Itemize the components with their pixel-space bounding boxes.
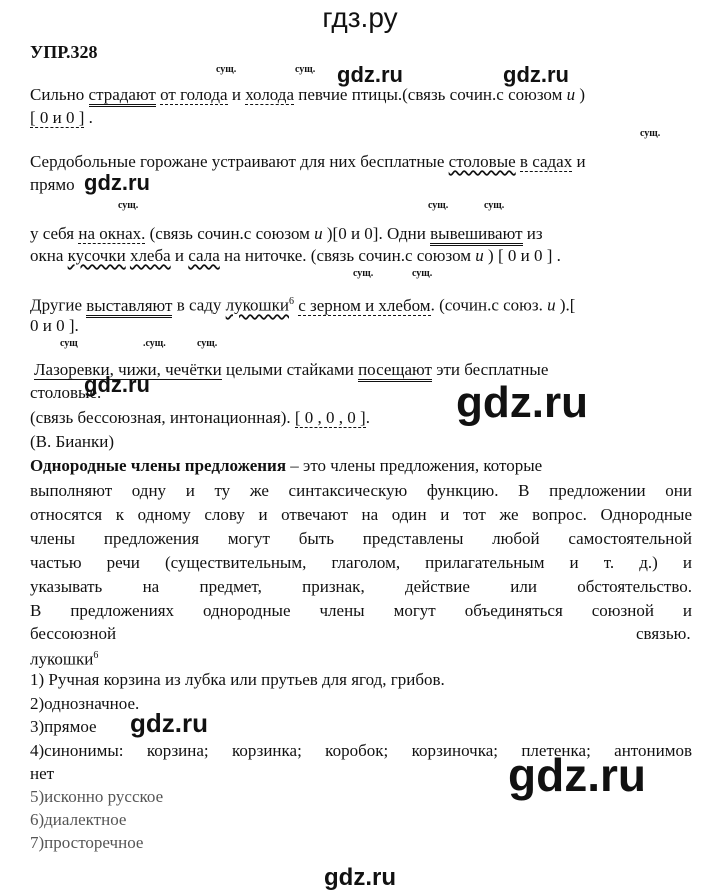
entry-item: 4)синонимы: корзина; корзинка; коробок; корзиночка; плетенка; антонимов (30, 741, 692, 760)
text: целыми стайками (221, 360, 359, 379)
conjunction: и (314, 224, 323, 243)
sentence-5 (34, 360, 548, 380)
definition-last-left: бессоюзной (30, 624, 117, 643)
conjunction: и (547, 295, 556, 315)
text: . (сочин.с союз. (430, 295, 548, 315)
sentence-2-line-2: прямо (30, 175, 75, 194)
sentence-2-line-3 (30, 224, 543, 244)
pos-label: сущ. (295, 64, 316, 75)
entry-item: 2)однозначное. (30, 694, 140, 713)
entry-item: 3)прямое (30, 717, 97, 736)
sentence-5-line-3 (30, 408, 370, 428)
entry-item: нет (30, 764, 55, 783)
definition-line: указывать на предмет, признак, действие или обстоятельство. (30, 577, 692, 596)
pos-label: сущ. (484, 200, 505, 211)
watermark: gdz.ru (324, 864, 396, 891)
predicate: выставляют (86, 296, 172, 318)
definition-line: выполняют одну и ту же синтаксическую функцию. В предложении они (30, 481, 692, 500)
text: в саду (172, 295, 226, 315)
footnote: 6 (289, 296, 294, 307)
text: Сильно (30, 85, 89, 104)
watermark: gdz.ru (508, 749, 646, 801)
text: и (572, 152, 586, 171)
pos-label: сущ. (428, 200, 449, 211)
object: столовые (448, 152, 516, 171)
watermark: gdz.ru (130, 708, 208, 738)
pos-label: сущ (60, 338, 78, 349)
predicate: вывешивают (430, 224, 522, 246)
entry-item: 6)диалектное (30, 810, 127, 829)
pos-label: сущ. (118, 200, 139, 211)
object: кусочки (67, 246, 126, 265)
pos-label: сущ. (216, 64, 237, 75)
modifier: от голода (160, 85, 228, 104)
entry-item: 5)исконно русское (30, 787, 164, 806)
text: на ниточке. (связь сочин.с союзом (219, 246, 476, 265)
text: . (84, 108, 93, 127)
text: . (365, 408, 370, 427)
pos-label: сущ. (353, 268, 374, 279)
subject: Лазоревки, чижи, чечётки (34, 360, 222, 379)
watermark: gdz.ru (84, 170, 150, 195)
exercise-title: УПР.328 (30, 42, 98, 62)
adverbial: в садах (519, 152, 573, 171)
text: Сердобольные горожане устраивают для них бесплатные (30, 152, 449, 171)
predicate: посещают (358, 360, 432, 382)
pos-label: сущ. (412, 268, 433, 279)
site-header: гдз.ру (322, 2, 398, 33)
modifier: холода (245, 85, 295, 104)
entry-item: 7)просторечное (30, 833, 144, 852)
footnote: 6 (93, 650, 99, 661)
watermark: gdz.ru (503, 62, 569, 87)
sentence-3 (30, 246, 561, 266)
author: (В. Бианки) (30, 432, 115, 451)
sentence-2-line-1 (30, 152, 586, 172)
text: у себя (30, 224, 79, 243)
scheme: ) [ 0 и 0 ] . (483, 246, 561, 265)
scheme: [ 0 и 0 ] (30, 108, 85, 127)
watermark: gdz.ru (337, 62, 403, 87)
text: Другие (30, 295, 87, 315)
scheme-1 (30, 108, 93, 128)
definition-line: частью речи (существительным, глаголом, прилагательным и т. д.) и (30, 553, 692, 572)
pos-label: сущ. (197, 338, 218, 349)
modifier: с зерном и хлебом (298, 295, 431, 315)
sentence-5-line-2: столовые. (30, 383, 102, 402)
scheme: )[0 и 0]. (322, 224, 383, 243)
definition-line-1 (30, 456, 542, 476)
definition-term: Однородные члены предложения (30, 456, 287, 475)
sentence-1 (30, 85, 585, 105)
entry-word: лукошки (30, 649, 94, 669)
text: и (170, 246, 189, 265)
definition-line: относятся к одному слову и отвечают на один и тот же вопрос. Однородные (30, 505, 692, 524)
text: – это члены предложения, которые (286, 456, 543, 475)
text: и (227, 85, 246, 104)
text: ).[ (555, 295, 576, 315)
pos-label: .сущ. (143, 338, 166, 349)
definition-line: члены предложения могут быть представлены любой самостоятельной (30, 529, 692, 548)
object: хлеба (129, 246, 171, 265)
text: эти бесплатные (431, 360, 549, 379)
scheme-4: 0 и 0 ]. (30, 316, 79, 335)
definition-last-right: связью. (636, 624, 691, 643)
text: из (522, 224, 543, 243)
text: (связь бессоюзная, интонационная). (30, 408, 295, 427)
scheme: [ 0 , 0 , 0 ] (294, 408, 366, 427)
text: певчие птицы.(связь сочин.с союзом (294, 85, 567, 104)
text: окна (30, 246, 68, 265)
text: Одни (382, 224, 431, 243)
watermark: gdz.ru (84, 372, 150, 397)
definition-line: В предложениях однородные члены могут объединяться союзной и (30, 601, 692, 620)
pos-label: сущ. (640, 128, 661, 139)
word-entry-title (30, 646, 98, 670)
conjunction: и (475, 246, 484, 265)
object: сала (188, 246, 220, 265)
object: лукошки (225, 295, 289, 315)
text: ) (575, 85, 586, 104)
conjunction: и (566, 85, 576, 104)
sentence-4 (30, 292, 575, 316)
predicate: страдают (89, 85, 156, 107)
adverbial: на окнах. (78, 224, 146, 243)
watermark: gdz.ru (456, 378, 588, 427)
entry-item: 1) Ручная корзина из лубка или прутьев для ягод, грибов. (30, 670, 445, 689)
text: (связь сочин.с союзом (145, 224, 315, 243)
